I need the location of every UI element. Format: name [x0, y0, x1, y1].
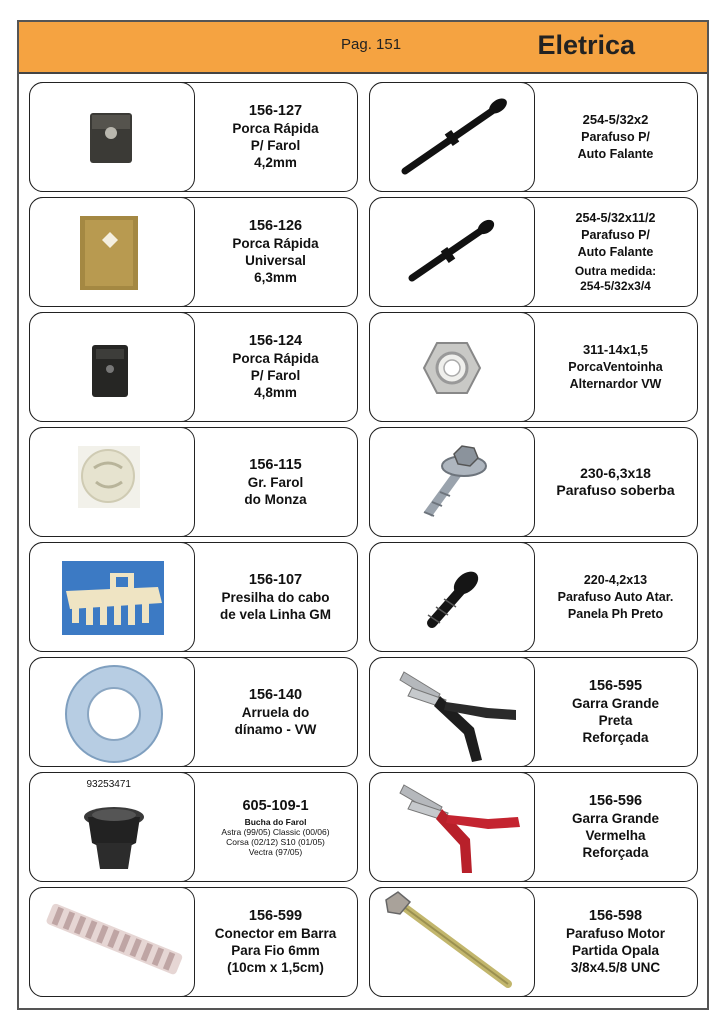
product-line: Auto Falante [577, 245, 654, 259]
product-image [29, 82, 195, 192]
black-clamp-icon [370, 658, 535, 767]
product-card-156-126[interactable] [29, 197, 358, 307]
product-compatibility-line: Corsa (02/12) S10 (01/05) [226, 836, 325, 847]
product-line: Alternardor VW [569, 376, 662, 391]
product-code: 156-140 [248, 686, 303, 703]
product-card-156-595[interactable] [369, 657, 698, 767]
product-code: 156-115 [249, 456, 302, 473]
product-card-156-598[interactable] [369, 887, 698, 997]
product-code: 156-107 [248, 571, 303, 588]
product-card-156-107[interactable] [29, 542, 358, 652]
product-line: Porca Rápida [232, 351, 319, 366]
product-description [194, 198, 357, 305]
product-subtitle: Bucha do Farol [244, 816, 307, 827]
product-code: 605-109-1 [242, 797, 309, 814]
product-image [369, 657, 535, 767]
product-code: 156-127 [248, 103, 303, 119]
product-code: 156-599 [248, 908, 303, 924]
product-line: (10cm x 1,5cm) [227, 960, 324, 975]
product-card-156-127[interactable] [29, 82, 358, 192]
product-line: Preta [598, 713, 633, 728]
product-code: 156-596 [588, 793, 643, 809]
product-image [369, 197, 535, 307]
product-description [534, 888, 697, 995]
product-description [194, 773, 357, 880]
product-card-311-14x1-5[interactable] [369, 312, 698, 422]
product-line: Auto Falante [577, 146, 654, 161]
product-image [29, 312, 195, 422]
product-line: dínamo - VW [234, 721, 317, 737]
product-description [194, 888, 357, 995]
product-line: Parafuso P/ [581, 228, 650, 242]
product-image [369, 542, 535, 652]
product-line: Parafuso Auto Atar. [557, 589, 674, 604]
speed-nut-icon [30, 83, 195, 192]
product-line: Vermelha [585, 828, 646, 843]
spark-plug-wire-clip-icon [30, 543, 195, 652]
product-line: Universal [245, 253, 306, 268]
product-description [534, 543, 697, 650]
product-line: Parafuso Motor [565, 926, 665, 941]
product-description [534, 198, 697, 305]
product-card-230-6-3x18[interactable] [369, 427, 698, 537]
terminal-strip-icon [30, 888, 195, 997]
product-image [29, 427, 195, 537]
product-description [534, 658, 697, 765]
washer-screw-icon [370, 428, 535, 537]
product-line: Partida Opala [571, 943, 660, 958]
headlight-clip-icon [30, 428, 195, 537]
product-card-156-596[interactable] [369, 772, 698, 882]
product-description [534, 428, 697, 535]
product-description [534, 313, 697, 420]
product-image [29, 657, 195, 767]
product-line: 6,3mm [254, 270, 297, 285]
product-image [369, 772, 535, 882]
product-code: 254-5/32x2 [582, 111, 649, 127]
product-image [29, 542, 195, 652]
product-code: 156-595 [588, 678, 643, 694]
product-line: de vela Linha GM [219, 606, 332, 622]
product-line: Garra Grande [571, 696, 660, 711]
product-line: Panela Ph Preto [567, 606, 664, 621]
product-line: Reforçada [582, 730, 649, 745]
product-description [194, 83, 357, 190]
product-alt-size-label: Outra medida: [574, 264, 657, 278]
product-image [29, 197, 195, 307]
product-card-254-5-32x2[interactable] [369, 82, 698, 192]
product-compatibility-line: Vectra (97/05) [248, 846, 303, 857]
self-tapping-screw-icon [370, 543, 535, 652]
product-line: Reforçada [582, 845, 649, 860]
product-line: P/ Farol [250, 368, 301, 383]
product-code: 220-4,2x13 [583, 572, 648, 587]
hex-nut-icon [370, 313, 535, 422]
product-line: Garra Grande [571, 811, 660, 826]
product-line: PorcaVentoinha [568, 359, 663, 374]
product-card-605-109-1[interactable] [29, 772, 358, 882]
header-bar [19, 22, 707, 74]
speed-nut-icon [30, 198, 195, 307]
product-line: 3/8x4.5/8 UNC [570, 960, 661, 975]
page-number: Pag. 151 [341, 36, 402, 53]
product-description [194, 543, 357, 650]
washer-icon [30, 658, 195, 767]
product-card-156-124[interactable] [29, 312, 358, 422]
product-reference-number: 93253471 [86, 778, 131, 790]
product-card-156-599[interactable] [29, 887, 358, 997]
product-line: Gr. Farol [247, 474, 304, 490]
product-description [534, 773, 697, 880]
product-card-156-140[interactable] [29, 657, 358, 767]
product-code: 230-6,3x18 [580, 465, 651, 481]
speed-nut-icon [30, 313, 195, 422]
product-description [534, 83, 697, 190]
product-line: do Monza [244, 491, 307, 507]
product-line: Arruela do [241, 704, 310, 720]
product-code: 156-126 [248, 218, 303, 234]
product-line: Presilha do cabo [221, 589, 330, 605]
product-line: 4,2mm [254, 155, 297, 170]
product-image [29, 887, 195, 997]
page-title: Eletrica [537, 30, 635, 60]
product-line: Porca Rápida [232, 121, 319, 136]
starter-bolt-icon [370, 888, 535, 997]
product-code: 311-14x1,5 [582, 341, 649, 357]
product-description [194, 428, 357, 535]
product-code: 254-5/32x11/2 [575, 211, 656, 225]
product-description [194, 313, 357, 420]
product-image [369, 887, 535, 997]
product-image [369, 427, 535, 537]
product-card-254-5-32x11-2[interactable] [369, 197, 698, 307]
product-compatibility-line: Astra (99/05) Classic (00/06) [221, 826, 330, 837]
product-image [369, 312, 535, 422]
red-clamp-icon [370, 773, 535, 882]
headlight-bushing-icon [30, 773, 195, 882]
product-line: Parafuso soberba [556, 482, 675, 498]
product-code: 156-124 [248, 333, 303, 349]
product-code: 156-598 [588, 908, 643, 924]
product-alt-size-value: 254-5/32x3/4 [580, 279, 651, 293]
product-line: Porca Rápida [232, 236, 319, 251]
product-image [29, 772, 195, 882]
product-line: Conector em Barra [214, 926, 337, 941]
product-line: P/ Farol [250, 138, 301, 153]
speaker-screw-icon [370, 198, 535, 307]
product-image [369, 82, 535, 192]
product-line: Parafuso P/ [581, 129, 650, 144]
product-line: Para Fio 6mm [231, 943, 320, 958]
product-description [194, 658, 357, 765]
speaker-screw-icon [370, 83, 535, 192]
product-line: 4,8mm [254, 385, 297, 400]
product-card-156-115[interactable] [29, 427, 358, 537]
product-card-220-4-2x13[interactable] [369, 542, 698, 652]
